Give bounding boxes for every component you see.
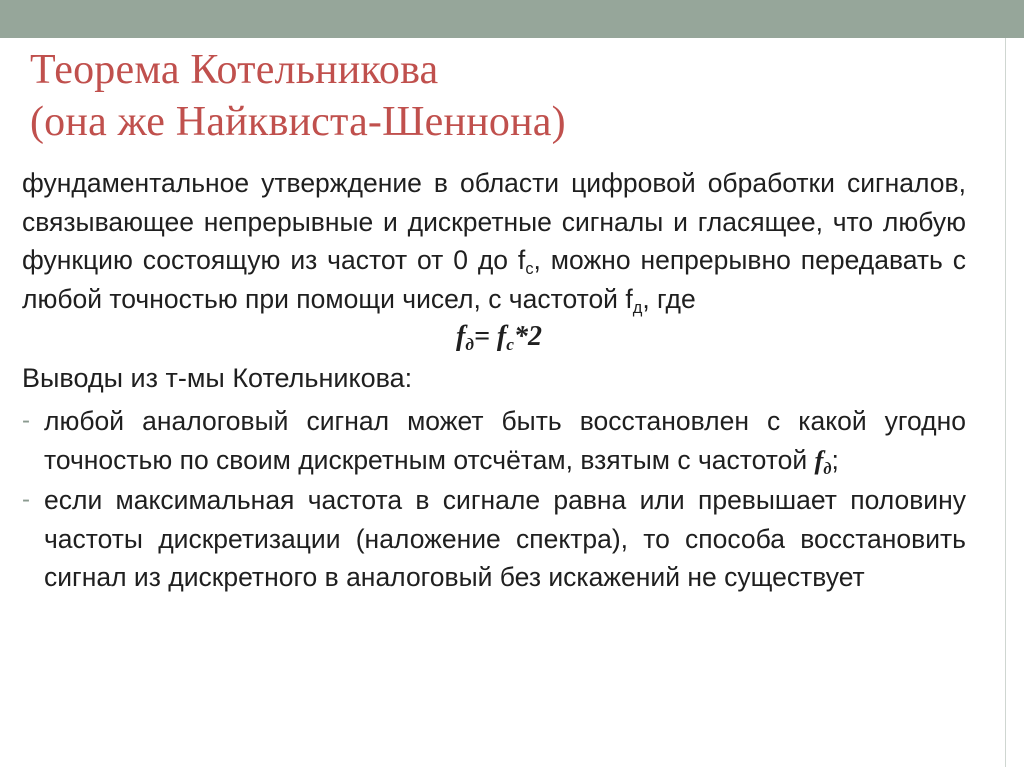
right-divider-line xyxy=(1005,38,1006,767)
bullet-dash-icon: - xyxy=(22,486,30,513)
list-item-end: ; xyxy=(831,444,839,475)
fc-subscript: c xyxy=(525,259,534,278)
list-item-text: любой аналоговый сигнал может быть восстановлен с какой угодно точностью по своим дискретным отсчётам, взятым с частотой xyxy=(44,406,966,475)
title-line-2: (она же Найквиста-Шеннона) xyxy=(30,99,566,145)
top-bar xyxy=(0,0,1024,38)
bullet-dash-icon: - xyxy=(22,407,30,434)
intro-text-1: фундаментальное утверждение в области цифровой обработки сигналов, связывающее непрерывные и дискретные сигналы и гласящее, что любую функцию состоящую из частот от 0 до f xyxy=(22,168,966,275)
formula-rhs-subscript: c xyxy=(506,335,514,355)
slide-title xyxy=(30,44,990,148)
title-line-1: Теорема Котельникова xyxy=(30,47,439,93)
list-item xyxy=(22,481,966,597)
slide-body xyxy=(22,164,966,599)
fd-subscript: д xyxy=(632,298,643,317)
sampling-formula xyxy=(22,318,966,356)
list-item-f-subscript: д xyxy=(823,458,832,478)
list-item-f: f xyxy=(814,444,824,475)
formula-lhs: f xyxy=(456,321,466,352)
intro-text-3: , где xyxy=(642,283,696,314)
conclusions-list xyxy=(22,402,966,597)
formula-tail: *2 xyxy=(513,321,542,352)
formula-lhs-subscript: д xyxy=(465,335,474,355)
intro-paragraph xyxy=(22,164,966,318)
intro-text-2: , можно непрерывно передавать с любой точностью при помощи чисел, с частотой f xyxy=(22,245,966,314)
list-item-text: если максимальная частота в сигнале равна или превышает половину частоты дискретизации (наложение спектра), то способа восстановить сигнал из дискретного в аналоговый без искажений не существует xyxy=(44,485,966,592)
formula-eq: = f xyxy=(473,321,507,352)
conclusions-heading: Выводы из т-мы Котельникова: xyxy=(22,363,413,393)
list-item xyxy=(22,402,966,479)
